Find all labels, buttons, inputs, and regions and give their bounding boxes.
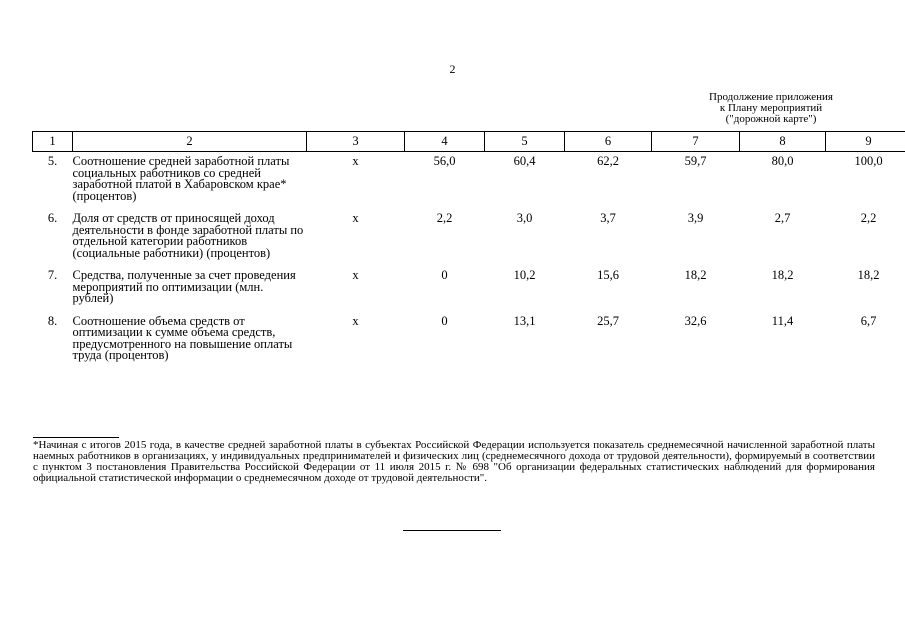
table-cell: 3,0: [516, 211, 533, 225]
table-cell: 32,6: [684, 313, 707, 328]
table-row: [33, 270, 905, 316]
continuation-line: к Плану мероприятий: [719, 102, 823, 114]
table-cell: 60,4: [513, 154, 536, 168]
table-cell: 56,0: [433, 154, 456, 168]
table-cell: 18,2: [684, 268, 707, 282]
page-number: 2: [449, 62, 456, 76]
column-header: 9: [826, 132, 905, 152]
table-cell: 0: [441, 313, 448, 328]
table-cell: 13,1: [513, 313, 536, 328]
table-cell: 2,2: [860, 211, 877, 225]
column-header: 6: [565, 132, 652, 152]
table-cell: 10,2: [513, 268, 536, 282]
table-cell: х: [352, 268, 359, 282]
indicator-name: Средства, полученные за счет проведения мероприятий по оптимизации (млн. рублей): [72, 268, 296, 305]
continuation-note: [671, 92, 871, 125]
table-cell: 62,2: [597, 154, 619, 168]
indicator-name: Доля от средств от приносящей доход деятельности в фонде заработной платы по отдельной категории работников (социальные работники) (процентов): [72, 211, 304, 260]
table-cell: 6,7: [860, 313, 877, 328]
table-cell: х: [352, 313, 359, 328]
column-header: 3: [307, 132, 405, 152]
table-cell: 3,7: [600, 211, 616, 225]
table-cell: х: [352, 154, 359, 168]
column-header: 5: [485, 132, 565, 152]
table-cell: 0: [441, 268, 448, 282]
column-header: 2: [73, 132, 307, 152]
table-cell: 2,2: [436, 211, 453, 225]
row-number: 8.: [47, 313, 58, 328]
table-row: [33, 152, 905, 214]
column-header: 4: [405, 132, 485, 152]
table-cell: 18,2: [857, 268, 880, 282]
footnote-text: *Начиная с итогов 2015 года, в качестве средней заработной платы в субъектах Российской Федерации используется показатель среднемесячной начисленной заработной платы наемных работников в организациях, у индивидуальных предпринимателей и физических лиц (среднемесячного дохода от трудовой деятельности), формируемый в соответствии с пунктом 3 постановления Правительства Российской Федерации от 11 июля 2015 г. № 698 "Об организации федеральных статистических наблюдений для формирования официальной статистической информации о среднемесячном доходе от трудовой деятельности".: [33, 439, 875, 484]
table-cell: 100,0: [854, 154, 883, 168]
indicator-name: Соотношение средней заработной платы социальных работников со средней заработной платой в Хабаровском крае* (процентов): [72, 154, 290, 203]
table-cell: 3,9: [687, 211, 704, 225]
row-number: 6.: [47, 211, 58, 225]
column-header: 7: [652, 132, 740, 152]
table-cell: 25,7: [597, 313, 619, 328]
table-cell: 80,0: [771, 154, 794, 168]
column-header: 8: [740, 132, 826, 152]
indicator-name: Соотношение объема средств от оптимизации к сумме объема средств, предусмотренного на повышение оплаты труда (процентов): [72, 313, 293, 362]
indicators-table: [32, 131, 905, 373]
table-row: [33, 316, 905, 373]
table-cell: 2,7: [774, 211, 791, 225]
table-row: [33, 213, 905, 270]
row-number: 5.: [47, 154, 58, 168]
row-number: 7.: [47, 268, 58, 282]
table-cell: 15,6: [597, 268, 619, 282]
table-cell: 59,7: [684, 154, 707, 168]
continuation-line: Продолжение приложения: [709, 91, 833, 103]
continuation-line: ("дорожной карте"): [725, 113, 817, 125]
table-cell: 11,4: [771, 313, 794, 328]
table-cell: 18,2: [771, 268, 794, 282]
footnote-divider: [33, 437, 119, 438]
end-divider: [403, 530, 501, 531]
table-cell: х: [352, 211, 359, 225]
table-header-row: [33, 132, 905, 152]
column-header: 1: [33, 132, 73, 152]
